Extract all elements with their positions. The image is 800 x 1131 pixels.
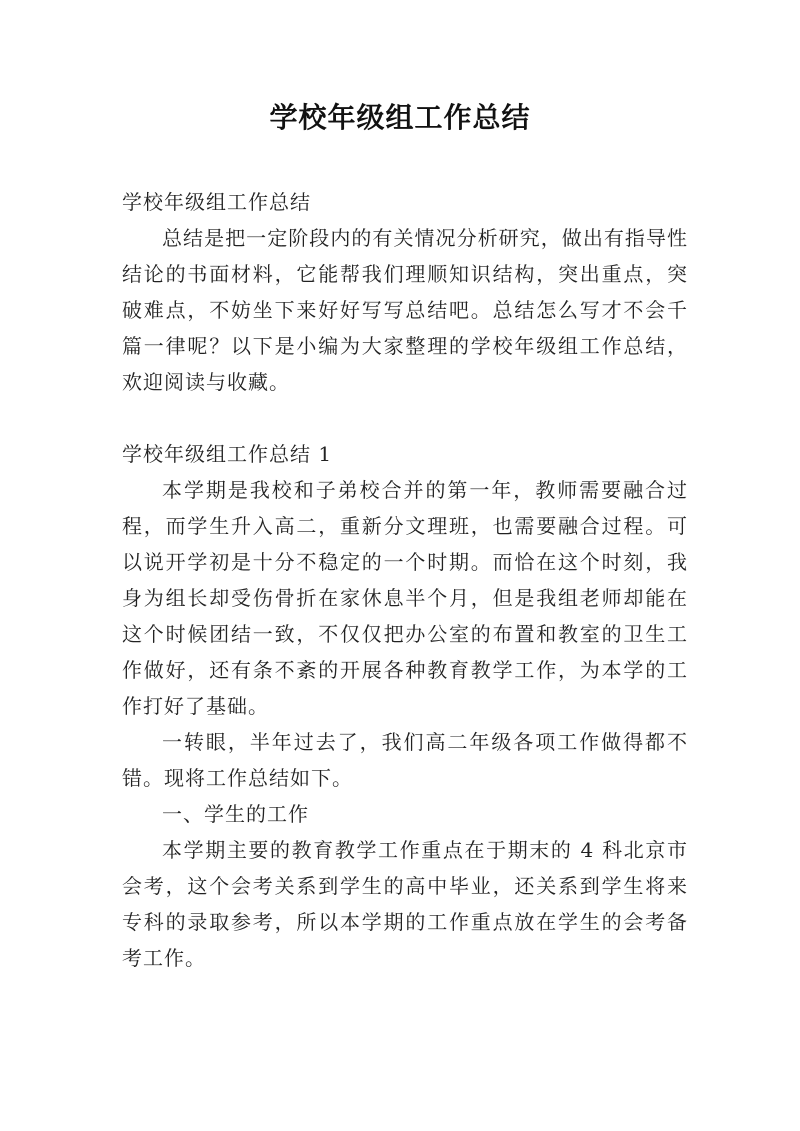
body-paragraph: 本学期是我校和子弟校合并的第一年，教师需要融合过程，而学生升入高二，重新分文理班，也需要融合过程。可以说开学初是十分不稳定的一个时期。而恰在这个时刻，我身为组长却受伤骨折在家休息半个月，但是我组老师却能在这个时候团结一致，不仅仅把办公室的布置和教室的卫生工作做好，还有条不紊的开展各种教育教学工作，为本学的工作打好了基础。 bbox=[122, 478, 688, 718]
document-body bbox=[122, 184, 688, 976]
subsection-heading: 一、学生的工作 bbox=[162, 802, 309, 826]
body-paragraph: 一转眼，半年过去了，我们高二年级各项工作做得都不错。现将工作总结如下。 bbox=[122, 730, 688, 790]
section-heading: 学校年级组工作总结 1 bbox=[122, 442, 333, 466]
document-title: 学校年级组工作总结 bbox=[269, 101, 531, 134]
body-paragraph: 本学期主要的教育教学工作重点在于期末的 4 科北京市会考，这个会考关系到学生的高中毕业，还关系到学生将来专科的录取参考，所以本学期的工作重点放在学生的会考备考工作。 bbox=[122, 838, 688, 970]
intro-paragraph: 总结是把一定阶段内的有关情况分析研究，做出有指导性结论的书面材料，它能帮我们理顺知识结构，突出重点，突破难点，不妨坐下来好好写写总结吧。总结怎么写才不会千篇一律呢？以下是小编为大家整理的学校年级组工作总结，欢迎阅读与收藏。 bbox=[122, 226, 688, 394]
paragraph-spacer bbox=[122, 400, 688, 436]
intro-heading: 学校年级组工作总结 bbox=[122, 190, 311, 214]
